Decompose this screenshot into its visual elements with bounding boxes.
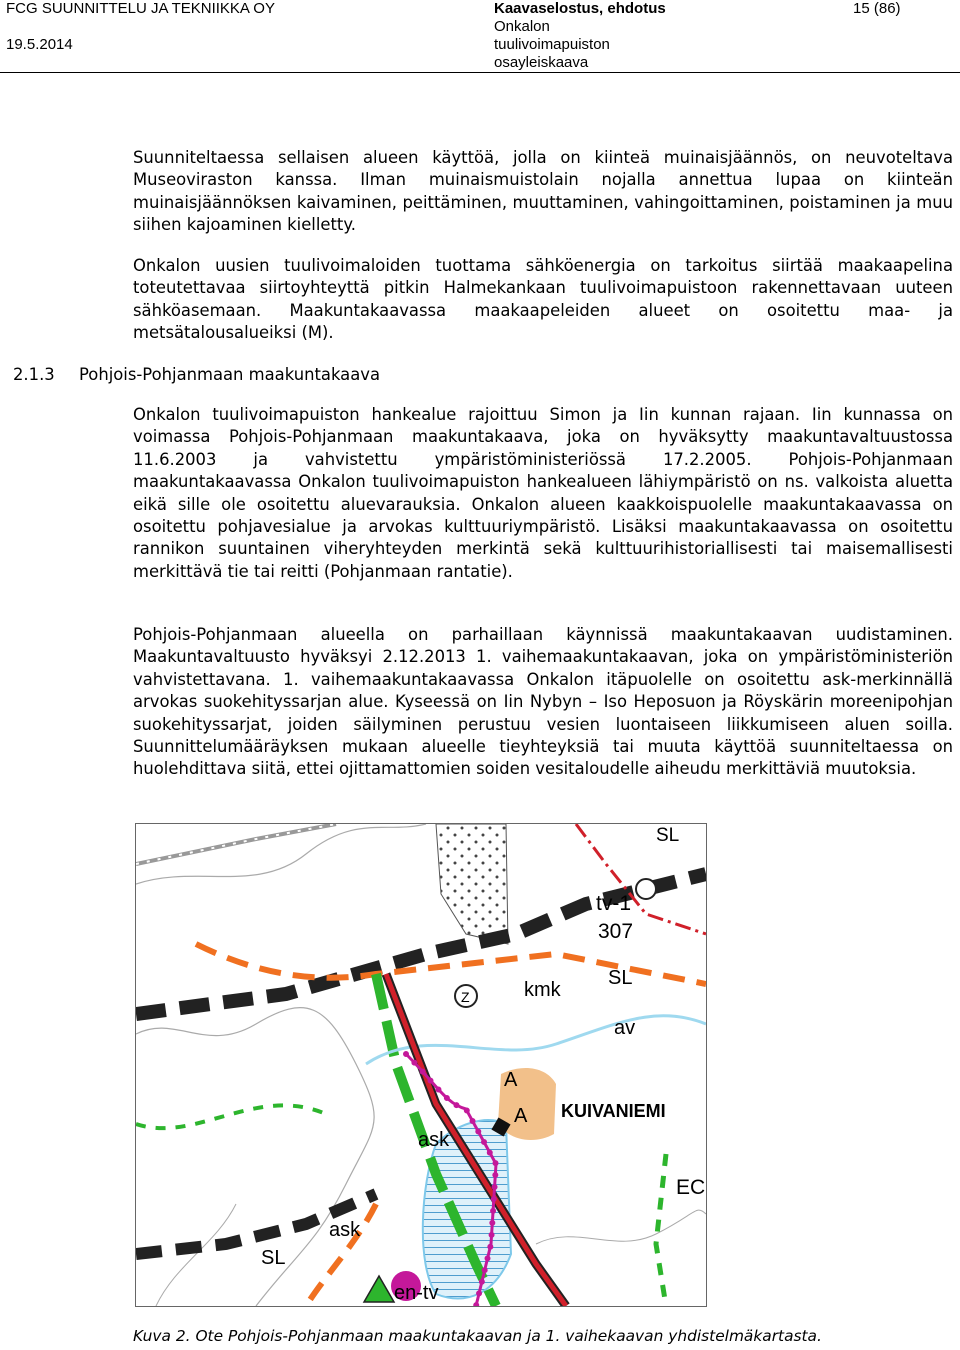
header-project-line3: osayleiskaava xyxy=(494,54,589,71)
map-label-307: 307 xyxy=(598,920,634,943)
paragraph-muinaisjaannos: Suunniteltaessa sellaisen alueen käyttöä, jolla on kiinteä muinaisjäännös, on neuvoteltava Museoviraston kanssa. Ilman muinaismuistolain nojalla annettua lupaa on kiinteän muinaisjäännöksen kaivaminen, peittäminen, muuttaminen, vahingoittaminen, poistaminen ja muu siihen kajoaminen kielletty. xyxy=(133,148,953,235)
shoreline-3 xyxy=(156,1204,236,1306)
green-connection-2 xyxy=(136,1105,326,1128)
map-label-a2: A xyxy=(514,1105,528,1127)
map-label-kmk: kmk xyxy=(524,979,561,1001)
section-number: 2.1.3 xyxy=(13,365,55,384)
header-date: 19.5.2014 xyxy=(6,36,73,53)
map-label-z: Z xyxy=(461,989,470,1005)
map-label-a1: A xyxy=(504,1069,518,1091)
paragraph-maakuntakaava: Onkalon tuulivoimapuiston hankealue rajoittuu Simon ja Iin kunnan rajaan. Iin kunnassa on voimassa Pohjois-Pohjanmaan maakuntakaava, joka on hyväksytty maakuntavaltuustossa 11.6.2003 ja vahvistettu ympäristöministeriössä 17.2.2005. Pohjois-Pohjanmaan maakuntakaavassa Onkalon tuulivoimapuiston hankealueen lähiympäristö on ns. valkoista aluetta eikä sille ole osoitettu aluevarauksia. Onkalon alueen kaakkoispuolelle maakuntakaavassa on osoitettu pohjavesialue ja arvokas kulttuuriympäristö. Lisäksi maakuntakaavassa on osoitettu rannikon suuntainen viheryhteyden merkintä sekä kulttuurihistoriallisesti tai maisemallisesti merkittävä tie tai reitti (Pohjanmaan rantatie). xyxy=(133,405,953,581)
map-label-ec: EC xyxy=(676,1176,706,1199)
map-label-ask-2: ask xyxy=(329,1219,361,1241)
map-label-av: av xyxy=(614,1017,636,1039)
section-title: Pohjois-Pohjanmaan maakuntakaava xyxy=(79,365,380,384)
green-triangle-symbol xyxy=(364,1276,394,1302)
header-project-line2: tuulivoimapuiston xyxy=(494,36,610,53)
map-figure xyxy=(135,823,707,1307)
map-label-sl-bottom: SL xyxy=(261,1247,286,1269)
header-rule xyxy=(0,72,960,73)
terrain-line xyxy=(536,1210,706,1244)
map-label-en-tv: en-tv xyxy=(394,1282,439,1304)
map-label-sl-mid: SL xyxy=(608,967,633,989)
header-project-line1: Onkalon xyxy=(494,18,550,35)
section-heading xyxy=(13,364,380,386)
map-label-tv1: tv-1 xyxy=(596,892,632,915)
paragraph-uudistaminen: Pohjois-Pohjanmaan alueella on parhaillaan käynnissä maakuntakaavan uudistaminen. Maakuntavaltuusto hyväksyi 2.12.2013 1. vaihemaakuntakaavan, joka on ympäristöministeriön vahvistettavana. 1. vaihemaakuntakaavassa Onkalon itäpuolelle on osoitettu ask-merkinnällä arvokas suokehityssarjan alue. Kyseessä on Iin Nybyn – Iso Heposuon ja Röyskärin moreenipohjan suokehityssarjat, joiden säilyminen perustuu vesien luontaiseen liikkumiseen aluen soilla. Suunnittelumääräyksen mukaan alueelle tieyhteyksiä tai muuta käyttöä suunniteltaessa on huolehdittava siitä, ettei ojittamattomien soiden vesitaloudelle aiheudu merkittäviä muutoksia. xyxy=(133,625,953,779)
header-page-number: 15 (86) xyxy=(853,0,901,17)
red-boundary xyxy=(576,824,706,934)
figure-caption: Kuva 2. Ote Pohjois-Pohjanmaan maakuntakaavan ja 1. vaihekaavan yhdistelmäkartasta. xyxy=(133,1327,822,1345)
map-label-sl-top: SL xyxy=(656,825,680,846)
header-company: FCG SUUNNITTELU JA TEKNIIKKA OY xyxy=(6,0,275,17)
map-label-ask-1: ask xyxy=(418,1129,450,1151)
dotted-area xyxy=(436,824,508,944)
map-drawing xyxy=(136,824,706,1306)
map-symbol-z-1 xyxy=(636,879,656,899)
paragraph-maakaapeli: Onkalon uusien tuulivoimaloiden tuottama sähköenergia on tarkoitus siirtää maakaapelina toteutettavaa siirtoyhteyttä pitkin Halmekankaan tuulivoimapuistoon rakennettavaan uuteen sähköasemaan. Maakuntakaavassa maakaapeleiden alueet on osoitettu maa- ja metsätalousalueiksi (M). xyxy=(133,256,953,343)
header-doc-title: Kaavaselostus, ehdotus xyxy=(494,0,666,17)
map-label-kuivaniemi: KUIVANIEMI xyxy=(561,1101,666,1121)
